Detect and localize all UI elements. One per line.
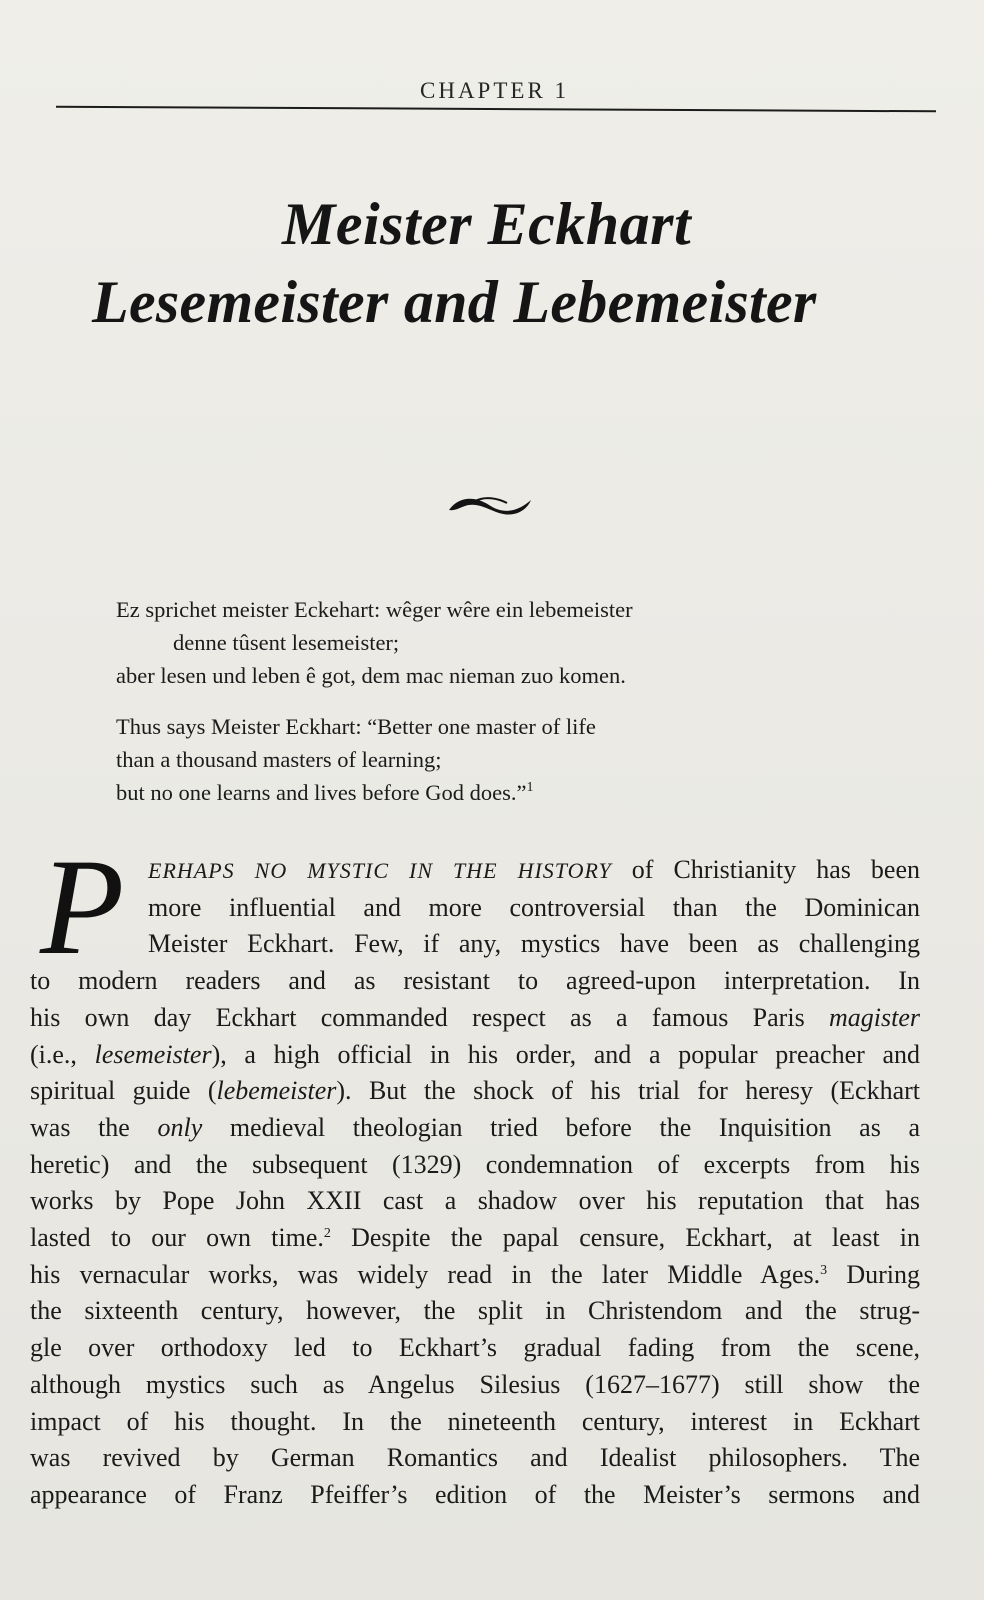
body-text: medieval theologian tried before the Inquisition as a bbox=[202, 1112, 921, 1142]
body-line: more influential and more controversial than the Dominican bbox=[148, 892, 920, 922]
body-text: Despite the papal censure, Eckhart, at least in bbox=[330, 1223, 920, 1253]
italic-term: lebemeister bbox=[216, 1076, 337, 1106]
footnote-ref: 3 bbox=[820, 1262, 828, 1278]
chapter-label: CHAPTER 1 bbox=[420, 78, 570, 103]
body-line: although mystics such as Angelus Silesius (1627–1677) still show the bbox=[30, 1369, 920, 1399]
italic-term: only bbox=[157, 1112, 203, 1142]
body-line bbox=[30, 1110, 920, 1147]
chapter-title-line-2: Lesemeister and Lebemeister bbox=[92, 269, 817, 335]
body-text: was the bbox=[30, 1112, 158, 1142]
epigraph-text: but no one learns and lives before God does.” bbox=[116, 780, 527, 805]
italic-term: magister bbox=[829, 1002, 920, 1032]
chapter-title-line-1: Meister Eckhart bbox=[282, 191, 692, 257]
lead-in-small-caps: ERHAPS NO MYSTIC IN THE HISTORY bbox=[148, 858, 612, 883]
body-line: to modern readers and as resistant to agreed-upon interpretation. In bbox=[30, 966, 920, 996]
epigraph-english bbox=[116, 710, 596, 809]
body-line bbox=[30, 1073, 920, 1110]
epigraph-middle-high-german bbox=[116, 593, 633, 692]
body-text: During bbox=[827, 1259, 920, 1289]
epigraph-line: denne tûsent lesemeister; bbox=[173, 630, 400, 655]
body-line: appearance of Franz Pfeiffer’s edition of the Meister’s sermons and bbox=[30, 1479, 920, 1509]
epigraph-line bbox=[116, 776, 596, 809]
body-line: works by Pope John XXII cast a shadow over his reputation that has bbox=[30, 1186, 920, 1216]
epigraph-line: than a thousand masters of learning; bbox=[116, 747, 442, 772]
body-text: lasted to our own time. bbox=[30, 1223, 324, 1253]
body-line: was revived by German Romantics and Idealist philosophers. The bbox=[30, 1443, 920, 1473]
epigraph-line: Thus says Meister Eckhart: “Better one master of life bbox=[116, 714, 596, 739]
swash-ornament-icon bbox=[445, 492, 541, 520]
body-text: of Christianity has been bbox=[611, 855, 920, 884]
drop-cap: P bbox=[40, 830, 125, 983]
body-text: ). But the shock of his trial for heresy (Eckhart bbox=[336, 1076, 920, 1106]
body-line: Meister Eckhart. Few, if any, mystics have been as challenging bbox=[148, 929, 920, 959]
body-paragraph bbox=[30, 852, 920, 1514]
body-line: the sixteenth century, however, the split in Christendom and the strug- bbox=[30, 1296, 920, 1326]
italic-term: lesemeister bbox=[94, 1039, 212, 1069]
footnote-ref: 2 bbox=[323, 1226, 331, 1242]
body-line bbox=[30, 1037, 920, 1074]
body-text: spiritual guide ( bbox=[30, 1076, 217, 1106]
footnote-ref: 1 bbox=[526, 780, 534, 795]
body-line bbox=[30, 1220, 920, 1257]
body-text: his vernacular works, was widely read in the later Middle Ages. bbox=[30, 1259, 821, 1289]
epigraph-line: aber lesen und leben ê got, dem mac nieman zuo komen. bbox=[116, 663, 626, 688]
body-text: ), a high official in his order, and a popular preacher and bbox=[211, 1039, 921, 1069]
body-line bbox=[30, 1257, 920, 1294]
body-text: his own day Eckhart commanded respect as a famous Paris bbox=[30, 1002, 829, 1032]
body-line: heretic) and the subsequent (1329) condemnation of excerpts from his bbox=[30, 1149, 920, 1179]
epigraph-line: Ez sprichet meister Eckehart: wêger wêre ein lebemeister bbox=[116, 597, 633, 622]
body-line: gle over orthodoxy led to Eckhart’s gradual fading from the scene, bbox=[30, 1333, 920, 1363]
body-line bbox=[30, 1000, 920, 1037]
body-line: impact of his thought. In the nineteenth century, interest in Eckhart bbox=[30, 1406, 920, 1436]
chapter-rule bbox=[56, 106, 936, 113]
body-text: (i.e., bbox=[30, 1039, 95, 1069]
body-line bbox=[30, 852, 920, 890]
